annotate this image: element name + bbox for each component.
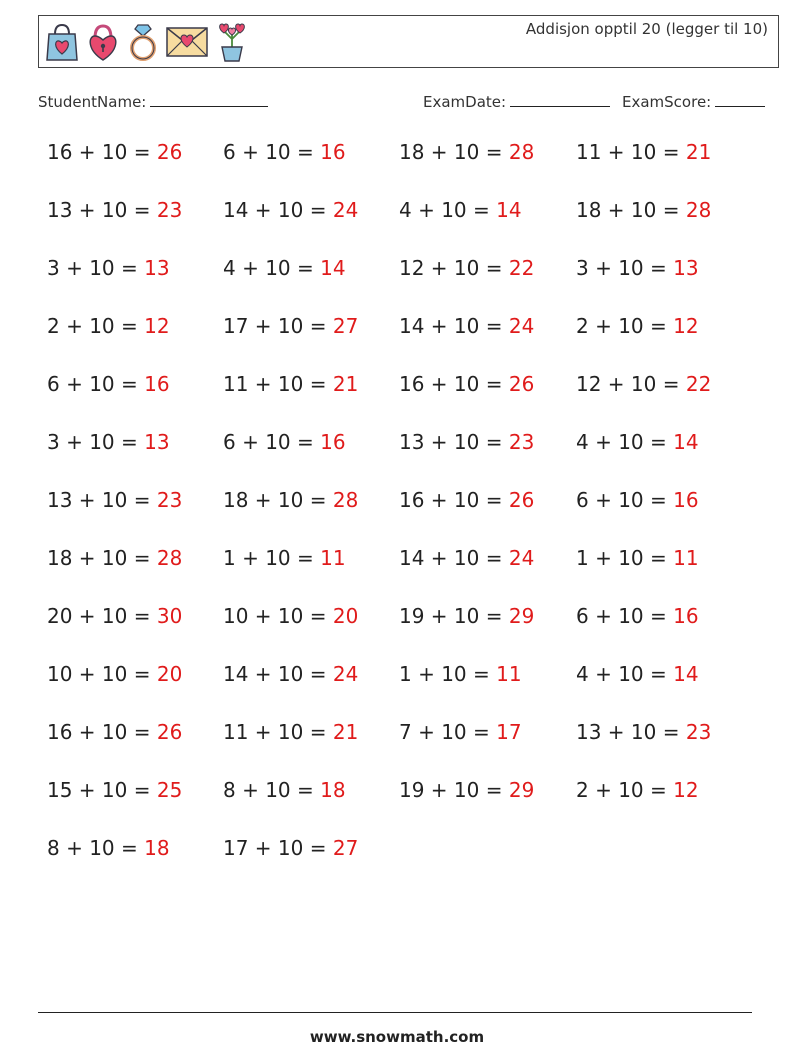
problem-answer: 22 [685,372,712,396]
problem-answer: 16 [673,488,699,512]
problem-item [223,604,358,628]
problem-item [223,198,358,222]
student-name-blank[interactable] [150,93,268,107]
problem-item [223,314,358,338]
problem-answer: 12 [144,314,170,338]
problem-answer: 18 [144,836,170,860]
problem-question: 11 + 10 = [223,720,333,744]
problem-item [223,430,346,454]
problem-item [47,662,182,686]
problem-answer: 14 [320,256,346,280]
problem-question: 12 + 10 = [576,372,686,396]
problem-answer: 16 [673,604,699,628]
problem-item [47,546,182,570]
problem-item [223,662,358,686]
problem-item [576,430,699,454]
heart-padlock-icon [85,22,121,62]
student-name-label: StudentName: [38,93,147,111]
problem-answer: 24 [332,198,359,222]
problem-answer: 26 [156,140,183,164]
problem-item [576,256,699,280]
problem-answer: 20 [332,604,359,628]
footer-divider [38,1012,752,1013]
problem-answer: 28 [156,546,183,570]
problem-answer: 16 [320,430,346,454]
problem-question: 20 + 10 = [47,604,157,628]
problem-question: 2 + 10 = [576,314,674,338]
problem-answer: 24 [332,662,359,686]
problem-answer: 24 [508,314,535,338]
problem-item [399,140,534,164]
problem-question: 6 + 10 = [576,604,674,628]
problem-answer: 21 [332,720,359,744]
problem-question: 8 + 10 = [47,836,145,860]
problem-question: 13 + 10 = [47,488,157,512]
problem-question: 3 + 10 = [47,430,145,454]
problem-answer: 26 [156,720,183,744]
problem-question: 7 + 10 = [399,720,497,744]
problem-item [399,662,522,686]
problem-answer: 13 [144,256,170,280]
problem-item [576,662,699,686]
problem-question: 13 + 10 = [47,198,157,222]
problem-answer: 30 [156,604,183,628]
problem-item [399,546,534,570]
problem-item [399,372,534,396]
problem-question: 6 + 10 = [576,488,674,512]
problem-item [223,488,358,512]
problem-item [47,778,182,802]
problem-question: 11 + 10 = [576,140,686,164]
problem-question: 17 + 10 = [223,836,333,860]
problem-question: 6 + 10 = [223,430,321,454]
problem-question: 17 + 10 = [223,314,333,338]
problem-answer: 16 [320,140,346,164]
problem-item [576,546,699,570]
problem-answer: 16 [144,372,170,396]
problem-answer: 22 [508,256,535,280]
footer-site: www.snowmath.com [309,1028,485,1046]
problem-question: 18 + 10 = [223,488,333,512]
problem-question: 4 + 10 = [576,430,674,454]
exam-date-label: ExamDate: [423,93,507,111]
problem-item [576,778,699,802]
problem-question: 16 + 10 = [47,720,157,744]
problem-item [576,140,711,164]
problem-item [576,488,699,512]
problem-item [223,256,346,280]
problem-item [576,372,711,396]
problem-question: 14 + 10 = [223,662,333,686]
problem-question: 1 + 10 = [223,546,321,570]
problem-item [576,314,699,338]
problem-answer: 23 [156,488,183,512]
problem-answer: 13 [144,430,170,454]
problem-question: 13 + 10 = [576,720,686,744]
problem-item [399,198,522,222]
problem-question: 3 + 10 = [576,256,674,280]
problem-answer: 23 [508,430,535,454]
problem-answer: 14 [496,198,522,222]
problem-answer: 11 [496,662,522,686]
problem-item [47,140,182,164]
header-icons [45,20,255,64]
student-name-field [38,93,268,111]
problem-question: 6 + 10 = [223,140,321,164]
problem-item [47,604,182,628]
problem-question: 12 + 10 = [399,256,509,280]
problem-answer: 23 [156,198,183,222]
problem-answer: 24 [508,546,535,570]
problem-answer: 28 [685,198,712,222]
exam-date-field [423,93,610,111]
problem-answer: 20 [156,662,183,686]
problem-answer: 11 [673,546,699,570]
problem-item [47,720,182,744]
problem-item [399,256,534,280]
problem-item [576,198,711,222]
problem-answer: 27 [332,836,359,860]
problem-item [223,140,346,164]
problem-question: 4 + 10 = [576,662,674,686]
problem-question: 16 + 10 = [399,488,509,512]
problem-answer: 23 [685,720,712,744]
problem-question: 8 + 10 = [223,778,321,802]
problem-item [399,430,534,454]
problem-answer: 11 [320,546,346,570]
problem-answer: 12 [673,314,699,338]
problem-item [47,488,182,512]
love-letter-icon [165,25,209,59]
problem-item [47,430,170,454]
heart-flower-pot-icon [215,21,249,63]
problem-item [47,314,170,338]
problem-question: 18 + 10 = [399,140,509,164]
exam-date-blank[interactable] [510,93,610,107]
problem-item [223,546,346,570]
problem-question: 15 + 10 = [47,778,157,802]
problem-question: 14 + 10 = [399,546,509,570]
problem-answer: 27 [332,314,359,338]
problem-question: 14 + 10 = [399,314,509,338]
problem-answer: 13 [673,256,699,280]
problem-item [47,256,170,280]
problem-answer: 28 [332,488,359,512]
problem-question: 2 + 10 = [576,778,674,802]
problem-item [399,720,522,744]
problem-answer: 29 [508,778,535,802]
problem-item [399,488,534,512]
problem-answer: 18 [320,778,346,802]
problem-question: 16 + 10 = [399,372,509,396]
problem-item [399,778,534,802]
problem-answer: 21 [685,140,712,164]
problem-question: 1 + 10 = [576,546,674,570]
exam-score-label: ExamScore: [622,93,712,111]
problem-question: 6 + 10 = [47,372,145,396]
worksheet-title: Addisjon opptil 20 (legger til 10) [525,20,768,38]
problem-item [223,720,358,744]
problem-question: 2 + 10 = [47,314,145,338]
shopping-bag-heart-icon [45,22,79,62]
problem-answer: 26 [508,488,535,512]
problem-question: 19 + 10 = [399,604,509,628]
problem-answer: 25 [156,778,183,802]
diamond-ring-icon [127,22,159,62]
exam-score-blank[interactable] [715,93,765,107]
problem-item [47,836,170,860]
problem-question: 4 + 10 = [399,198,497,222]
problem-question: 1 + 10 = [399,662,497,686]
problem-answer: 17 [496,720,522,744]
problem-answer: 29 [508,604,535,628]
problem-answer: 26 [508,372,535,396]
problem-question: 16 + 10 = [47,140,157,164]
exam-score-field [622,93,765,111]
problem-answer: 28 [508,140,535,164]
worksheet-header [38,15,779,68]
problem-question: 14 + 10 = [223,198,333,222]
problem-answer: 14 [673,430,699,454]
problem-item [223,778,346,802]
problem-item [576,720,711,744]
problem-question: 10 + 10 = [223,604,333,628]
problem-item [399,604,534,628]
problem-item [223,372,358,396]
problem-item [47,372,170,396]
problem-item [576,604,699,628]
problem-question: 11 + 10 = [223,372,333,396]
problem-question: 4 + 10 = [223,256,321,280]
problem-question: 19 + 10 = [399,778,509,802]
problem-answer: 21 [332,372,359,396]
problem-question: 10 + 10 = [47,662,157,686]
problem-question: 13 + 10 = [399,430,509,454]
problem-item [47,198,182,222]
problem-item [223,836,358,860]
problem-item [399,314,534,338]
problem-question: 18 + 10 = [576,198,686,222]
problem-question: 3 + 10 = [47,256,145,280]
problem-answer: 12 [673,778,699,802]
problem-answer: 14 [673,662,699,686]
problem-question: 18 + 10 = [47,546,157,570]
